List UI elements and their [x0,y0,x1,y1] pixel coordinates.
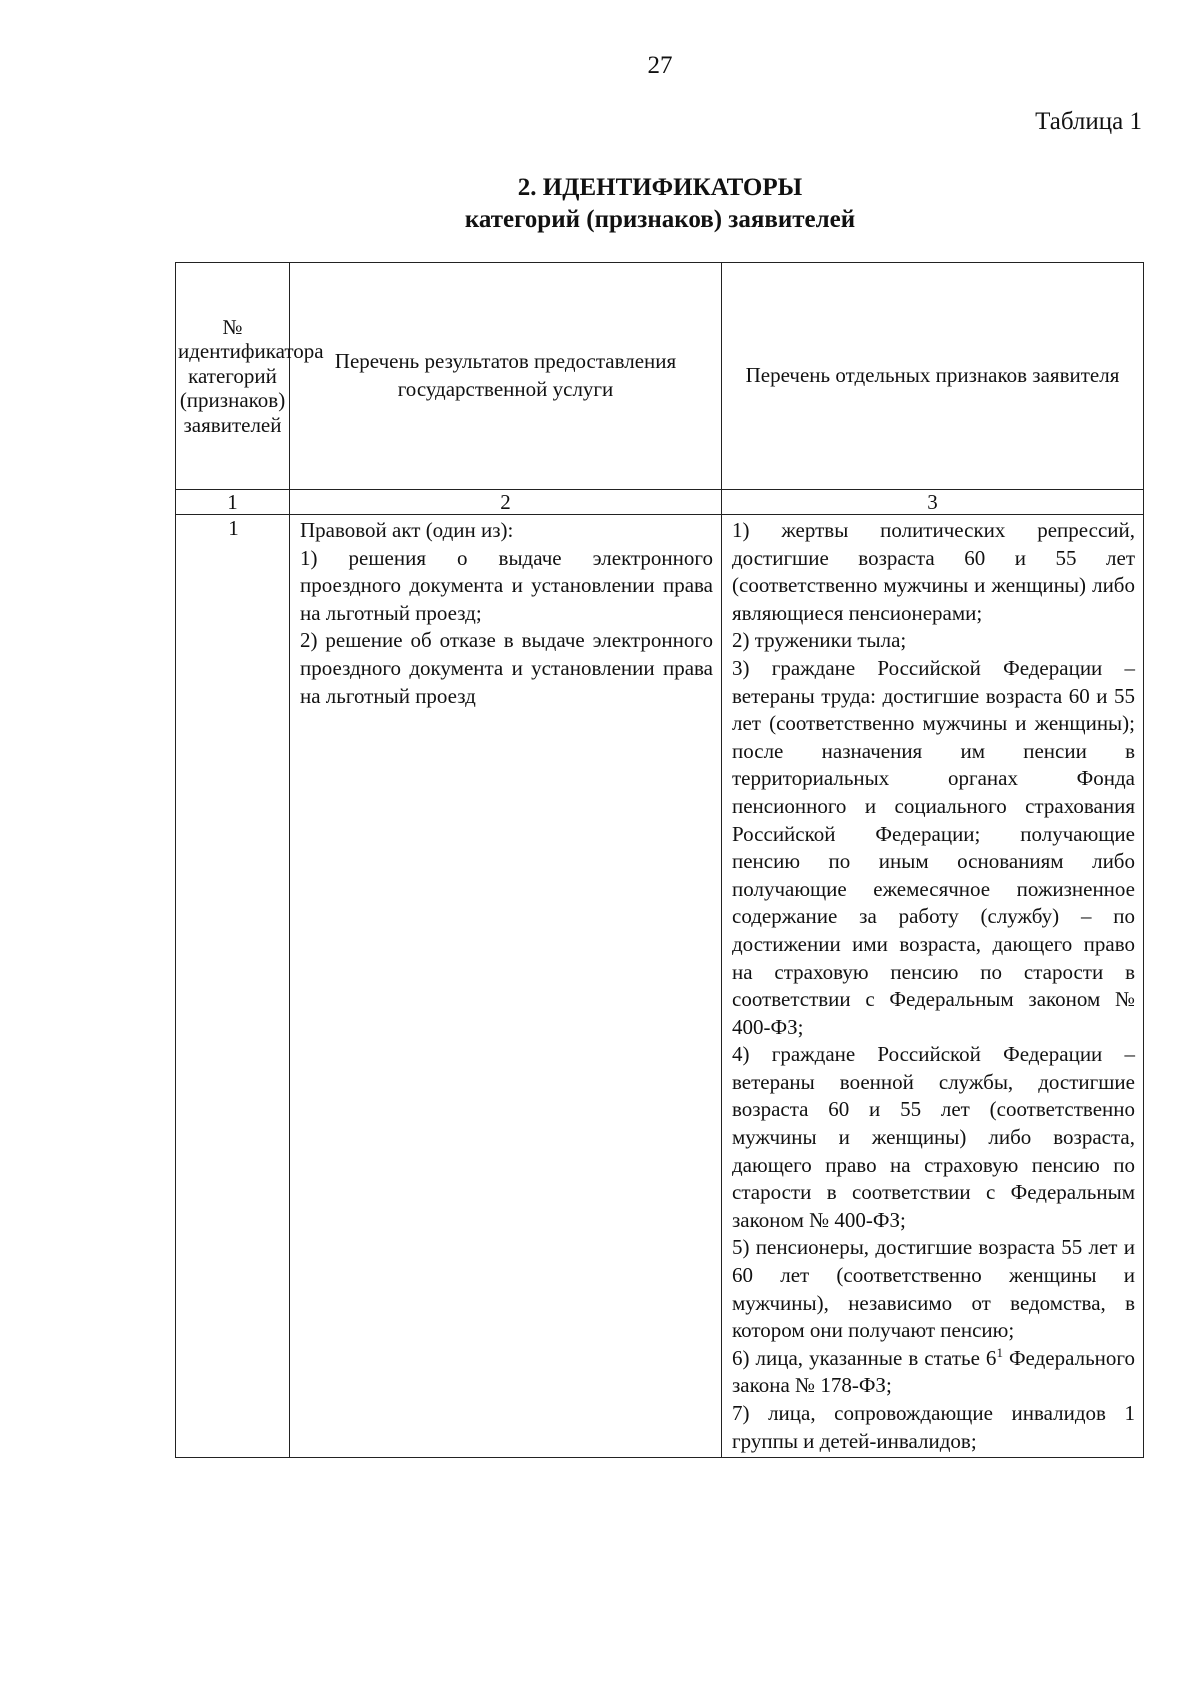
result-item: 2) решение об отказе в выдаче электронного проездного документа и установлении права на льготный проезд [300,628,713,708]
sign-item: 5) пенсионеры, достигшие возраста 55 лет и 60 лет (соответственно женщины и мужчины), независимо от ведомства, в котором они получают пенсию; [732,1235,1135,1343]
superscript: 1 [996,1344,1003,1360]
table-header-row [176,263,1144,490]
column-number: 3 [722,490,1144,515]
header-results-list: Перечень результатов предоставления государственной услуги [290,263,722,490]
identifiers-table [175,262,1144,1458]
column-number: 1 [176,490,290,515]
heading-subtitle: категорий (признаков) заявителей [464,206,856,233]
sign-item: 4) граждане Российской Федерации – ветераны военной службы, достигшие возраста 60 и 55 лет (соответственно мужчины и женщины) либо возраста, дающего право на страховую пенсию по старости в соответствии с Федеральным законом № 400-ФЗ; [732,1042,1135,1232]
column-number-row [176,490,1144,515]
sign-item: 7) лица, сопровождающие инвалидов 1 группы и детей-инвалидов; [732,1401,1135,1453]
column-number: 2 [290,490,722,515]
table-heading [175,172,1145,236]
heading-title: 2. ИДЕНТИФИКАТОРЫ [517,174,803,201]
sign-item [732,1345,1135,1400]
sign-item: 3) граждане Российской Федерации – ветераны труда: достигшие возраста 60 и 55 лет (соответственно мужчины и женщины); после назначения им пенсии в территориальных органах Фонда пенсионного и социального страхования Российской Федерации; получающие пенсию по иным основаниям либо получающие ежемесячное пожизненное содержание за работу (службу) – по достижении ими возраста, дающего право на страховую пенсию по старости в соответствии с Федеральным законом № 400-ФЗ; [732,655,1135,1039]
row-identifier: 1 [176,515,290,1458]
page-number: 27 [647,52,673,79]
result-item: 1) решения о выдаче электронного проездного документа и установлении права на льготный проезд; [300,545,713,625]
header-identifier-number: № идентификатора категорий (признаков) заявителей [176,263,290,490]
table-row [176,515,1144,1458]
sign-item: 1) жертвы политических репрессий, достигшие возраста 60 и 55 лет (соответственно мужчины и женщины) либо являющиеся пенсионерами; [732,518,1135,625]
signs-cell [722,515,1144,1458]
results-intro: Правовой акт (один из): [300,518,514,542]
table-label: Таблица 1 [1035,108,1142,135]
sign-item-text: Федерального закона № 178-ФЗ; [732,1345,1135,1398]
results-cell [290,515,722,1458]
sign-item: 2) труженики тыла; [732,628,907,653]
sign-item-text: 6) лица, указанные в статье 6 [732,1345,997,1370]
header-signs-list: Перечень отдельных признаков заявителя [722,263,1144,490]
